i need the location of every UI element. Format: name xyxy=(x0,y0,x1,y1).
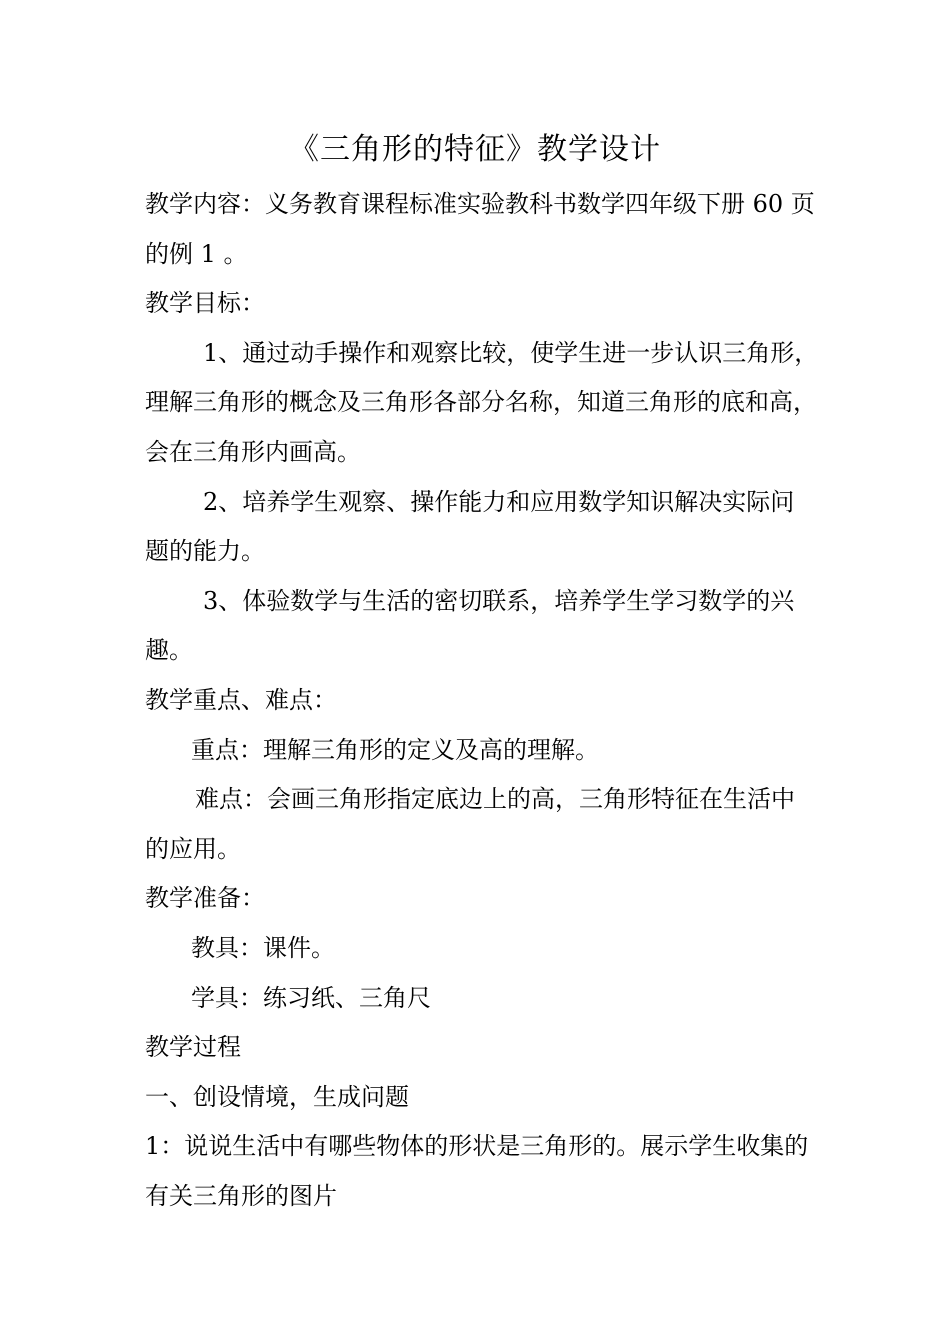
document-title: 《三角形的特征》教学设计 xyxy=(289,132,661,167)
step-1: 1：说说生活中有哪些物体的形状是三角形的。展示学生收集的 xyxy=(145,1132,809,1161)
objective-2-continued: 题的能力。 xyxy=(145,537,265,566)
key-point: 重点：理解三角形的定义及高的理解。 xyxy=(191,735,599,764)
objective-3: 3、体验数学与生活的密切联系，培养学生学习数学的兴 xyxy=(203,586,795,615)
preparation-heading: 教学准备： xyxy=(145,884,265,913)
difficult-point-continued: 的应用。 xyxy=(145,834,241,863)
objective-1-continued: 理解三角形的概念及三角形各部分名称，知道三角形的底和高， xyxy=(145,388,817,417)
section-1-heading: 一、创设情境，生成问题 xyxy=(145,1082,409,1111)
step-1-continued: 有关三角形的图片 xyxy=(145,1181,337,1210)
objective-1: 1、通过动手操作和观察比较，使学生进一步认识三角形， xyxy=(203,338,819,367)
document-body xyxy=(145,180,825,1221)
content-line-continued: 的例 1 。 xyxy=(145,239,248,268)
process-heading: 教学过程 xyxy=(145,1033,241,1062)
objective-2: 2、培养学生观察、操作能力和应用数学知识解决实际问 xyxy=(203,487,795,516)
difficult-point: 难点：会画三角形指定底边上的高，三角形特征在生活中 xyxy=(195,785,795,814)
content-line: 教学内容：义务教育课程标准实验教科书数学四年级下册 60 页 xyxy=(145,190,815,218)
objective-1-end: 会在三角形内画高。 xyxy=(145,437,361,466)
key-points-heading: 教学重点、难点： xyxy=(145,685,337,714)
learning-aids: 学具：练习纸、三角尺 xyxy=(191,983,431,1012)
teaching-aids: 教具：课件。 xyxy=(191,933,335,962)
objective-3-continued: 趣。 xyxy=(145,636,193,665)
objectives-heading: 教学目标： xyxy=(145,289,265,318)
